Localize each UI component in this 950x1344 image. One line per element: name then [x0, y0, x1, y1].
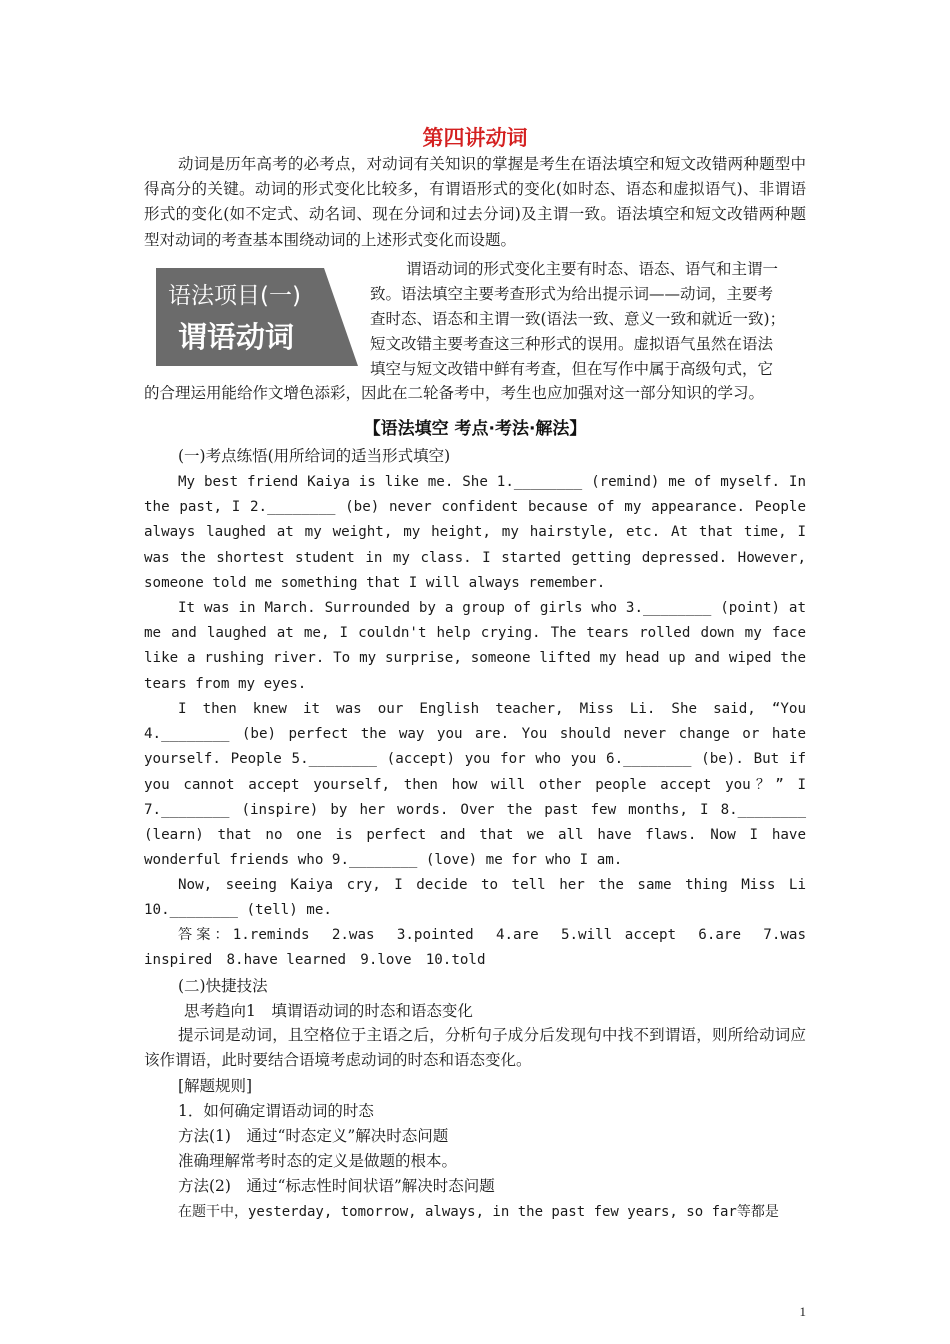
badge-line1: 语法项目(一): [168, 283, 301, 309]
passage-paragraph-2: It was in March. Surrounded by a group of girls who 3.________ (point) at me and laughed at me, I couldn't help crying. The tears rolled down my face like a rushing river. To my surprise, someone lifted my head up and wiped the tears from my eyes.: [144, 600, 806, 692]
part1-heading: (一)考点练悟(用所给词的适当形式填空): [178, 447, 451, 465]
method-1-heading: 方法(1) 通过“时态定义”解决时态问题: [178, 1127, 449, 1145]
direction-1-heading: 思考趋向1 填谓语动词的时态和语态变化: [184, 1002, 473, 1020]
page-title: 第四讲动词: [422, 126, 528, 150]
passage-paragraph-3: I then knew it was our English teacher, Miss Li. She said, “You 4.________ (be) perfect the way you are. You should never change or hate yourself. People 5.________ (accept) you for who you 6.________ (be). But if you cannot accept yourself, then how will other people accept you？” I 7.________ (inspire) by her words. Over the past few months, I 8.________ (learn) that no one is perfect and that we all have flaws. Now I have wonderful friends who 9.________ (love) me for who I am.: [144, 701, 806, 869]
badge-text-6: 的合理运用能给作文增色添彩，因此在二轮备考中，考生也应加强对这一部分知识的学习。: [144, 384, 765, 402]
method-2-text: 在题干中，yesterday, tomorrow, always, in the past few years, so far等都是: [178, 1204, 779, 1220]
page-number: 1: [799, 1304, 806, 1319]
passage-paragraph-1: My best friend Kaiya is like me. She 1.________ (remind) me of myself. In the past, I 2.________ (be) never confident because of my appearance. People always laughed at my weight, my height, my hairstyle, etc. At that time, I was the shortest student in my class. I started getting depressed. However, someone told me something that I will always remember.: [144, 474, 806, 591]
intro-paragraph: 动词是历年高考的必考点，对动词有关知识的掌握是考生在语法填空和短文改错两种题型中得高分的关键。动词的形式变化比较多，有谓语形式的变化(如时态、语态和虚拟语气)、非谓语形式的变化(如不定式、动名词、现在分词和过去分词)及主谓一致。语法填空和短文改错两种题型对动词的考查基本围绕动词的上述形式变化而设题。: [144, 155, 806, 249]
badge-text-5: 填空与短文改错中鲜有考查，但在写作中属于高级句式，它: [370, 360, 774, 378]
badge-text-1: 谓语动词的形式变化主要有时态、语态、语气和主谓一: [406, 260, 779, 278]
section-heading: 【语法填空 考点·考法·解法】: [363, 419, 587, 439]
badge-line2: 谓语动词: [178, 320, 295, 354]
badge-text-2: 致。语法填空主要考查形式为给出提示词——动词，主要考: [370, 285, 774, 303]
method-1-text: 准确理解常考时态的定义是做题的根本。: [178, 1152, 458, 1170]
rules-heading: [解题规则]: [178, 1077, 253, 1095]
badge-text-4: 短文改错主要考查这三种形式的误用。虚拟语气虽然在语法: [370, 335, 774, 353]
badge-text-3: 查时态、语态和主谓一致(语法一致、意义一致和就近一致)；: [370, 310, 786, 328]
rule-1: 1．如何确定谓语动词的时态: [178, 1102, 374, 1120]
grammar-item-badge: [156, 268, 358, 366]
part2-heading: (二)快捷技法: [178, 977, 268, 995]
direction-1-text: 提示词是动词，且空格位于主语之后，分析句子成分后发现句中找不到谓语，则所给动词应该作谓语，此时要结合语境考虑动词的时态和语态变化。: [144, 1026, 806, 1070]
method-2-heading: 方法(2) 通过“标志性时间状语”解决时态问题: [178, 1177, 495, 1195]
answer-key: 答案：1.reminds 2.was 3.pointed 4.are 5.will accept 6.are 7.was inspired 8.have learned 9.love 10.told: [144, 927, 806, 969]
passage-paragraph-4: Now, seeing Kaiya cry, I decide to tell her the same thing Miss Li 10.________ (tell) me.: [144, 877, 806, 919]
